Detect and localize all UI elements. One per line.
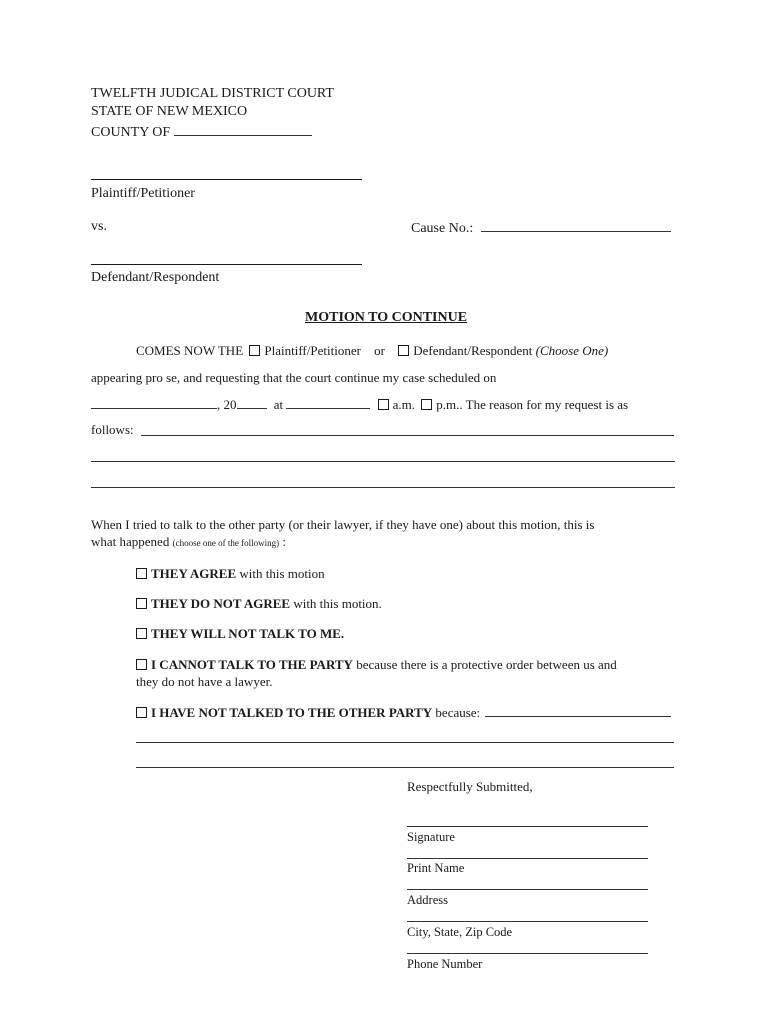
signature-field[interactable] <box>407 826 648 827</box>
comes-now-text: COMES NOW THE <box>136 343 244 358</box>
vs-label: vs. <box>91 219 107 234</box>
plaintiff-checkbox[interactable] <box>249 345 260 356</box>
option-bold: THEY DO NOT AGREE <box>151 596 291 611</box>
agree-checkbox[interactable] <box>136 568 147 579</box>
am-label: a.m. <box>392 397 416 412</box>
option-they-do-not-agree[interactable] <box>136 596 382 612</box>
option-they-agree[interactable] <box>136 566 325 582</box>
cannot-talk-checkbox[interactable] <box>136 659 147 670</box>
phone-number-label: Phone Number <box>407 957 483 971</box>
defendant-option-label: Defendant/Respondent <box>413 343 533 358</box>
option-bold: I CANNOT TALK TO THE PARTY <box>151 657 353 672</box>
cause-number-label: Cause No.: <box>411 221 474 236</box>
plaintiff-name-field[interactable] <box>91 179 362 180</box>
phone-number-field[interactable] <box>407 953 648 954</box>
choose-following-hint: (choose one of the following) <box>172 538 280 548</box>
cause-number-row <box>411 219 671 237</box>
option-will-not-talk[interactable] <box>136 626 344 642</box>
not-talked-reason-field[interactable] <box>485 704 671 717</box>
am-checkbox[interactable] <box>378 399 389 410</box>
city-state-zip-field[interactable] <box>407 921 648 922</box>
document-title: MOTION TO CONTINUE <box>305 310 468 325</box>
address-field[interactable] <box>407 889 648 890</box>
what-happened-text: what happened <box>91 534 170 549</box>
scheduled-year-field[interactable] <box>237 396 267 409</box>
option-rest: with this motion. <box>290 596 382 611</box>
not-talked-checkbox[interactable] <box>136 707 147 718</box>
at-text: at <box>273 397 284 412</box>
option-bold: THEY AGREE <box>151 566 237 581</box>
reason-line-1[interactable] <box>141 435 674 436</box>
signature-label: Signature <box>407 830 455 844</box>
will-not-talk-checkbox[interactable] <box>136 628 147 639</box>
respectfully-submitted: Respectfully Submitted, <box>407 779 533 794</box>
defendant-label: Defendant/Respondent <box>91 270 220 285</box>
choose-one-hint: (Choose One) <box>535 343 609 358</box>
county-row <box>91 123 312 141</box>
not-talked-line-2[interactable] <box>136 742 674 743</box>
scheduled-date-field[interactable] <box>91 396 217 409</box>
comma-twenty: , 20 <box>217 397 237 412</box>
option-bold: I HAVE NOT TALKED TO THE OTHER PARTY <box>151 705 433 720</box>
print-name-label: Print Name <box>407 861 465 875</box>
option-rest: with this motion <box>236 566 325 581</box>
follows-label: follows: <box>91 422 134 437</box>
or-text: or <box>374 343 386 358</box>
print-name-field[interactable] <box>407 858 648 859</box>
not-talked-line-3[interactable] <box>136 767 674 768</box>
county-field[interactable] <box>174 123 312 136</box>
scheduled-time-field[interactable] <box>286 396 370 409</box>
reason-line-2[interactable] <box>91 461 675 462</box>
option-rest: because: <box>432 705 481 720</box>
schedule-row <box>91 396 628 413</box>
option-bold: THEY WILL NOT TALK TO ME. <box>151 626 345 641</box>
other-party-intro-line1: When I tried to talk to the other party (or their lawyer, if they have one) about this motion, this is <box>91 517 595 532</box>
option-cannot-talk-line2: they do not have a lawyer. <box>136 674 273 689</box>
plaintiff-label: Plaintiff/Petitioner <box>91 186 195 201</box>
county-label: COUNTY OF <box>91 125 171 140</box>
court-name: TWELFTH JUDICAL DISTRICT COURT <box>91 86 334 101</box>
other-party-intro-line2 <box>91 534 286 550</box>
city-state-zip-label: City, State, Zip Code <box>407 925 513 939</box>
intro-colon: : <box>282 534 286 549</box>
reason-line-3[interactable] <box>91 487 675 488</box>
plaintiff-option-label: Plaintiff/Petitioner <box>264 343 361 358</box>
option-rest: because there is a protective order between us and <box>352 657 617 672</box>
option-cannot-talk[interactable] <box>136 657 617 673</box>
court-state: STATE OF NEW MEXICO <box>91 104 248 119</box>
comes-now-row <box>136 343 608 359</box>
cause-number-field[interactable] <box>481 219 671 232</box>
defendant-checkbox[interactable] <box>398 345 409 356</box>
pm-label: p.m.. The reason for my request is as <box>436 397 629 412</box>
option-not-talked[interactable] <box>136 704 671 721</box>
defendant-name-field[interactable] <box>91 264 362 265</box>
not-agree-checkbox[interactable] <box>136 598 147 609</box>
address-label: Address <box>407 893 448 907</box>
appearing-text: appearing pro se, and requesting that the court continue my case scheduled on <box>91 370 497 385</box>
pm-checkbox[interactable] <box>421 399 432 410</box>
